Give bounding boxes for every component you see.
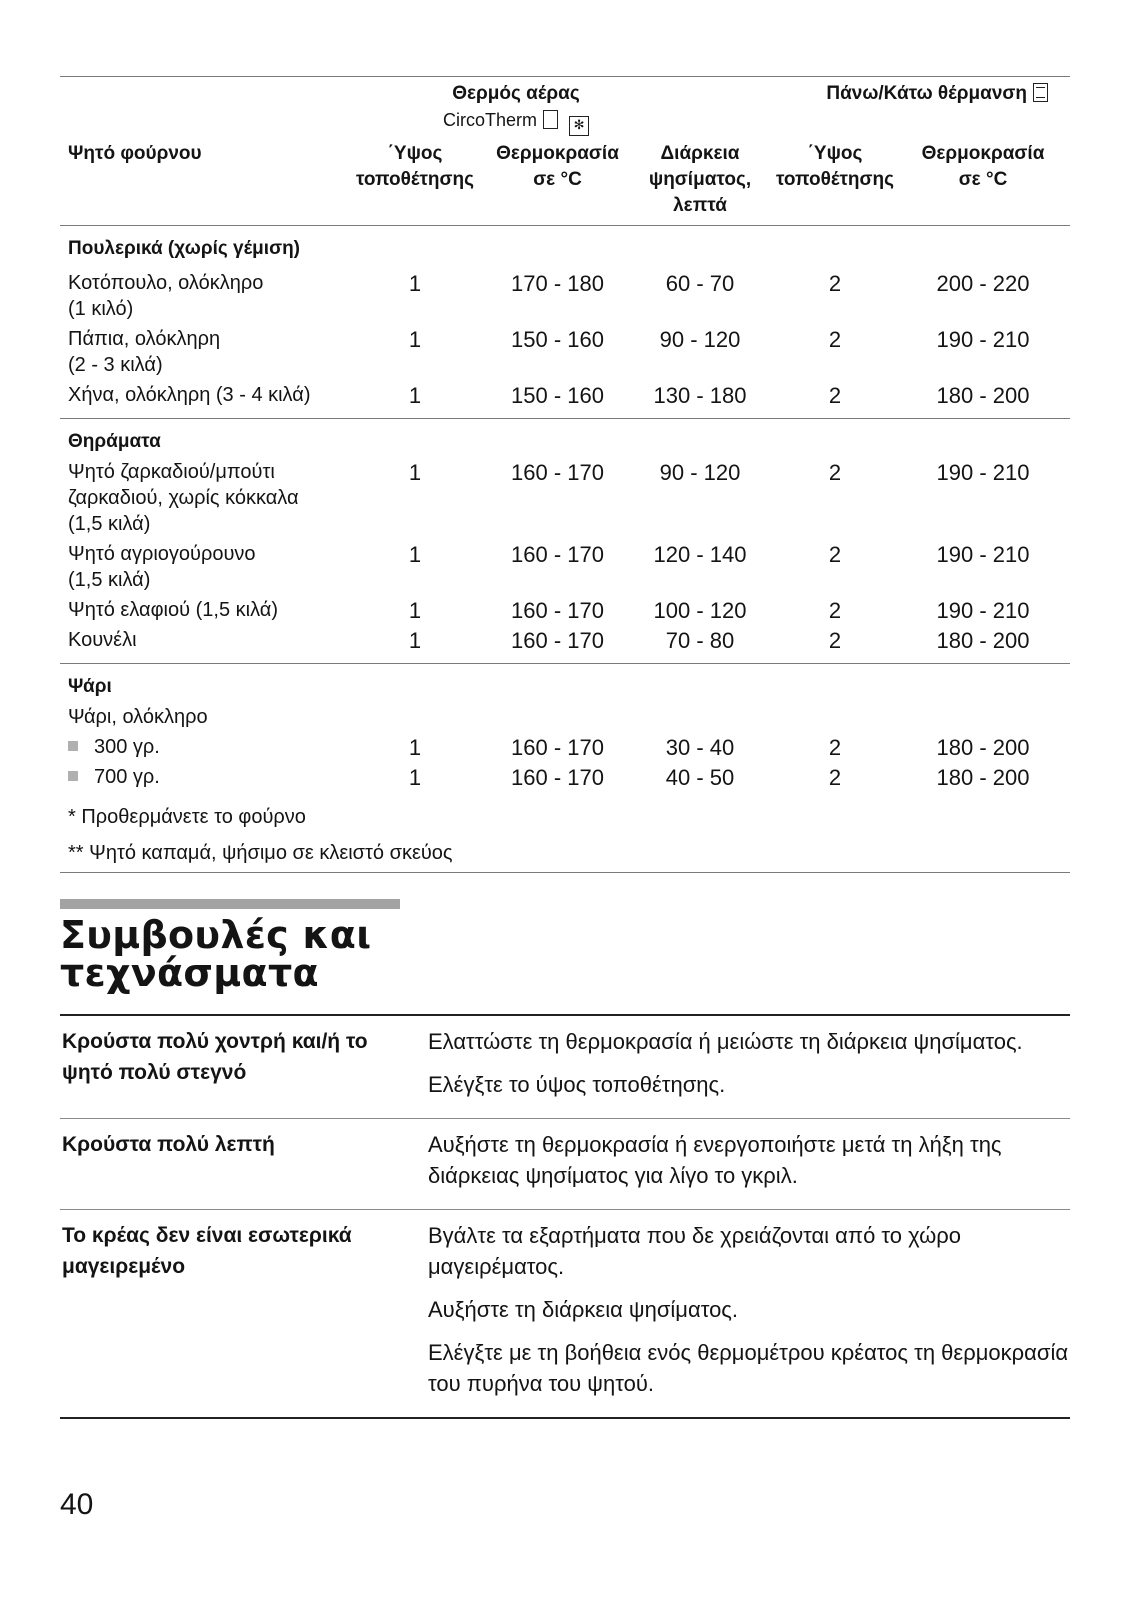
- dish-name-line: (1 κιλό): [68, 298, 134, 320]
- cell-level-a: 1: [408, 327, 422, 352]
- dish-name: [68, 597, 358, 623]
- dish-name: [68, 326, 358, 378]
- mode-circotherm: [416, 81, 616, 136]
- section-accent-bar: [60, 899, 400, 909]
- dish-name: [68, 764, 358, 790]
- dish-name-line: Κοτόπουλο, ολόκληρο: [68, 272, 264, 294]
- tip-problem: Κρούστα πολύ λεπτή: [62, 1133, 275, 1156]
- tip-solution: Ελαττώστε τη θερμοκρασία ή μειώστε τη διάρκεια ψησίματος.: [428, 1029, 1023, 1054]
- cell-temp-a: 160 - 170: [511, 542, 604, 567]
- cell-level-a: 1: [408, 735, 422, 760]
- cell-duration: 90 - 120: [659, 327, 741, 352]
- cell-duration: 120 - 140: [653, 542, 747, 567]
- dish-name: [68, 459, 358, 537]
- roasting-table: [60, 76, 1070, 873]
- col-temp-b-header: Θερμοκρασία σε °C: [921, 143, 1045, 190]
- tip-solution: Ελέγξτε το ύψος τοποθέτησης.: [428, 1072, 726, 1097]
- tip-row: [60, 1210, 1070, 1419]
- dish-name-line: Ψάρι, ολόκληρο: [68, 706, 208, 728]
- col-level-a-header: ΄Υψος τοποθέτησης: [355, 143, 475, 190]
- column-header-row: [60, 141, 1070, 226]
- dish-name-line: 300 γρ.: [94, 736, 160, 758]
- fan-icon: ✻: [569, 116, 589, 136]
- tip-row: [60, 1119, 1070, 1210]
- table-row: [60, 734, 1070, 764]
- section-title: Θηράματα: [68, 431, 161, 452]
- cell-level-a: 1: [408, 598, 422, 623]
- col-dish-header: Ψητό φούρνου: [68, 143, 202, 164]
- cell-temp-a: 160 - 170: [511, 765, 604, 790]
- cell-level-b: 2: [828, 327, 842, 352]
- mode-header-row: [60, 77, 1070, 141]
- cell-temp-b: 200 - 220: [936, 271, 1030, 296]
- cell-duration: 40 - 50: [665, 765, 735, 790]
- dish-name-line: Κουνέλι: [68, 629, 137, 651]
- dish-name-line: 700 γρ.: [94, 766, 160, 788]
- section-header: [60, 226, 1070, 266]
- cell-temp-b: 180 - 200: [936, 383, 1030, 408]
- cell-temp-a: 160 - 170: [511, 598, 604, 623]
- table-row: [60, 764, 1070, 794]
- dish-name: [68, 704, 358, 730]
- cell-duration: 130 - 180: [653, 383, 747, 408]
- col-temp-a-header: Θερμοκρασία σε °C: [496, 143, 619, 190]
- tip-solutions: [428, 1016, 1070, 1118]
- cell-temp-b: 180 - 200: [936, 735, 1030, 760]
- table-row: [60, 704, 1070, 734]
- section-header: [60, 663, 1070, 704]
- dish-name: [68, 270, 358, 322]
- table-body: [60, 226, 1070, 800]
- bullet-icon: [68, 741, 78, 751]
- table-row: [60, 627, 1070, 657]
- bullet-icon: [68, 771, 78, 781]
- mode-circotherm-subtitle: CircoTherm: [442, 110, 537, 130]
- page-number: 40: [60, 1488, 94, 1521]
- cell-temp-a: 160 - 170: [511, 460, 604, 485]
- table-row: [60, 270, 1070, 326]
- footnote-2: ** Ψητό καπαμά, ψήσιμο σε κλειστό σκεύος: [60, 836, 1070, 873]
- dish-name-line: (1,5 κιλά): [68, 513, 151, 535]
- cell-level-a: 1: [408, 460, 422, 485]
- section-title: Πουλερικά (χωρίς γέμιση): [68, 238, 301, 259]
- col-level-b-header: ΄Υψος τοποθέτησης: [775, 143, 895, 190]
- cell-temp-b: 190 - 210: [936, 460, 1030, 485]
- tip-solution: Αυξήστε τη διάρκεια ψησίματος.: [428, 1297, 739, 1322]
- cell-duration: 90 - 120: [659, 460, 741, 485]
- dish-name-line: Ψητό ελαφιού (1,5 κιλά): [68, 599, 278, 621]
- footnote-1: * Προθερμάνετε το φούρνο: [68, 806, 306, 828]
- cell-level-b: 2: [828, 383, 842, 408]
- cell-temp-a: 160 - 170: [511, 628, 604, 653]
- tips-heading: Συμβουλές και τεχνάσματα: [60, 913, 372, 995]
- tip-solution: Αυξήστε τη θερμοκρασία ή ενεργοποιήστε μετά τη λήξη της διάρκειας ψησίματος για λίγο το γκριλ.: [428, 1132, 1002, 1188]
- table-row: [60, 459, 1070, 541]
- cell-duration: 100 - 120: [653, 598, 747, 623]
- tip-solution: Βγάλτε τα εξαρτήματα που δε χρειάζονται από το χώρο μαγειρέματος.: [428, 1223, 962, 1279]
- section-title: Ψάρι: [68, 676, 112, 697]
- table-row: [60, 541, 1070, 597]
- dish-name-line: Πάπια, ολόκληρη: [68, 328, 221, 350]
- dish-name-line: Χήνα, ολόκληρη (3 - 4 κιλά): [68, 384, 311, 406]
- mode-top-bottom-heat: [826, 81, 1048, 107]
- cell-temp-a: 150 - 160: [511, 327, 604, 352]
- dish-name-line: ζαρκαδιού, χωρίς κόκκαλα: [68, 487, 299, 509]
- cell-level-b: 2: [828, 460, 842, 485]
- cell-level-a: 1: [408, 383, 422, 408]
- tip-row: [60, 1016, 1070, 1119]
- table-row: [60, 382, 1070, 412]
- dish-name-line: Ψητό ζαρκαδιού/μπούτι: [68, 461, 275, 483]
- dish-name: [68, 541, 358, 593]
- cell-temp-b: 180 - 200: [936, 765, 1030, 790]
- dish-name: [68, 627, 358, 653]
- section-header: [60, 418, 1070, 459]
- dish-name-line: (1,5 κιλά): [68, 569, 151, 591]
- cell-level-b: 2: [828, 628, 842, 653]
- cell-level-a: 1: [408, 765, 422, 790]
- tips-table: [60, 1014, 1070, 1419]
- cell-duration: 30 - 40: [665, 735, 735, 760]
- table-row: [60, 326, 1070, 382]
- cell-level-a: 1: [408, 628, 422, 653]
- cell-temp-a: 160 - 170: [511, 735, 604, 760]
- tip-problem: Κρούστα πολύ χοντρή και/ή το ψητό πολύ στεγνό: [62, 1030, 368, 1084]
- table-row: [60, 597, 1070, 627]
- cell-level-b: 2: [828, 735, 842, 760]
- cell-temp-b: 190 - 210: [936, 598, 1030, 623]
- cell-level-a: 1: [408, 271, 422, 296]
- mode-top-bottom-title: Πάνω/Κάτω θέρμανση: [826, 83, 1027, 104]
- top-bottom-heat-icon: [1033, 83, 1048, 102]
- dish-name: [68, 382, 358, 408]
- tip-solutions: [428, 1119, 1070, 1209]
- cell-level-b: 2: [828, 765, 842, 790]
- cell-level-b: 2: [828, 271, 842, 296]
- cell-level-a: 1: [408, 542, 422, 567]
- cell-temp-a: 150 - 160: [511, 383, 604, 408]
- manual-page: [60, 0, 1070, 1600]
- cell-duration: 70 - 80: [665, 628, 735, 653]
- tip-problem: Το κρέας δεν είναι εσωτερικά μαγειρεμένο: [62, 1224, 352, 1278]
- tip-solution: Ελέγξτε με τη βοήθεια ενός θερμομέτρου κρέατος τη θερμοκρασία του πυρήνα του ψητού.: [428, 1340, 1069, 1396]
- mode-circotherm-title: Θερμός αέρας: [452, 83, 580, 104]
- cell-duration: 60 - 70: [665, 271, 735, 296]
- dish-name: [68, 734, 358, 760]
- dish-name-line: Ψητό αγριογούρουνο: [68, 543, 256, 565]
- cell-temp-b: 190 - 210: [936, 327, 1030, 352]
- tip-solutions: [428, 1210, 1070, 1417]
- cell-level-b: 2: [828, 598, 842, 623]
- cell-temp-b: 190 - 210: [936, 542, 1030, 567]
- col-duration-header: Διάρκεια ψησίματος, λεπτά: [648, 143, 752, 216]
- cell-temp-a: 170 - 180: [511, 271, 604, 296]
- dish-name-line: (2 - 3 κιλά): [68, 354, 163, 376]
- cell-temp-b: 180 - 200: [936, 628, 1030, 653]
- cell-level-b: 2: [828, 542, 842, 567]
